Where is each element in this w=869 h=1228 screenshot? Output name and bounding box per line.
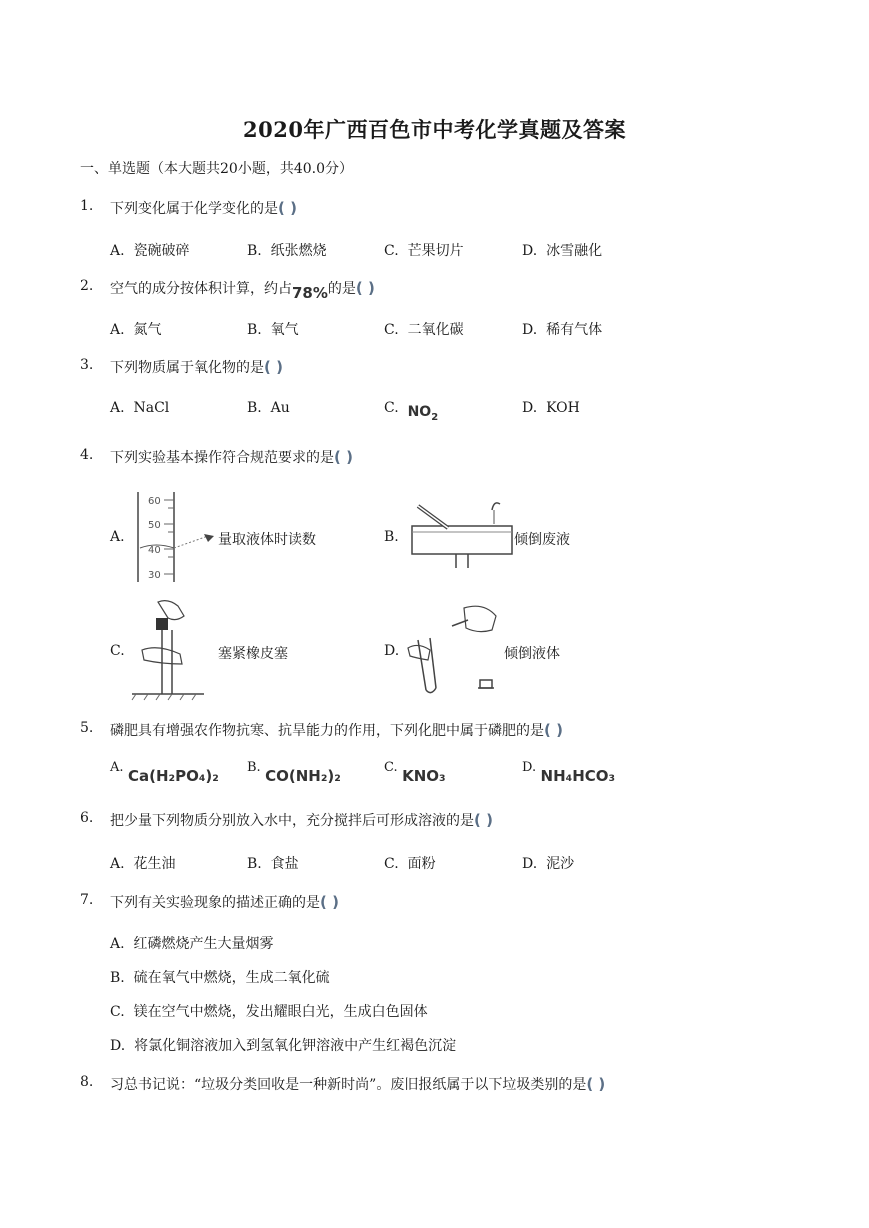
- question-text: 习总书记说：“垃圾分类回收是一种新时尚”。废旧报纸属于以下垃圾类别的是( ): [110, 1075, 606, 1093]
- question-text: 下列物质属于氧化物的是( ): [110, 358, 283, 376]
- option-c[interactable]: C. $NO_2$: [384, 400, 439, 423]
- question-number: 4.: [80, 447, 94, 463]
- question-number: 7.: [80, 892, 94, 908]
- option-d-label[interactable]: D.: [384, 643, 400, 659]
- option-d-text: 倾倒液体: [504, 646, 560, 662]
- scale-50: 50: [148, 520, 161, 531]
- option-a[interactable]: A. 氮气: [110, 322, 162, 338]
- answer-paren: ( ): [278, 199, 297, 217]
- sink-pour-figure: [404, 496, 514, 582]
- question-text: 空气的成分按体积计算，约占78%的是( ): [110, 279, 375, 302]
- question-text: 把少量下列物质分别放入水中，充分搅拌后可形成溶液的是( ): [110, 811, 493, 829]
- question-text: 下列有关实验现象的描述正确的是( ): [110, 893, 339, 911]
- option-a-label[interactable]: A.: [110, 529, 125, 545]
- option-c[interactable]: C. 面粉: [384, 856, 436, 872]
- hand-icon: [158, 601, 184, 620]
- question-text: 下列实验基本操作符合规范要求的是( ): [110, 448, 353, 466]
- option-a[interactable]: A. Ca(H₂PO₄)₂: [110, 760, 219, 785]
- option-b[interactable]: B. 硫在氧气中燃烧，生成二氧化硫: [110, 970, 330, 986]
- option-c[interactable]: C. KNO₃: [384, 760, 446, 785]
- option-c[interactable]: C. 二氧化碳: [384, 322, 464, 338]
- option-b-label[interactable]: B.: [384, 529, 399, 545]
- option-d[interactable]: D. 稀有气体: [522, 322, 603, 338]
- bottle-icon: [464, 606, 496, 631]
- eye-arrow-icon: [204, 534, 214, 542]
- scale-60: 60: [148, 496, 161, 507]
- option-d[interactable]: D. 泥沙: [522, 856, 575, 872]
- option-d[interactable]: D. KOH: [522, 400, 580, 416]
- question-number: 5.: [80, 720, 94, 736]
- section-heading: 一、单选题（本大题共20小题，共40.0分）: [80, 161, 353, 177]
- option-a[interactable]: A. 瓷碗破碎: [110, 243, 190, 259]
- rubber-stopper-figure: [128, 598, 208, 702]
- question-number: 2.: [80, 278, 94, 294]
- question-text: 下列变化属于化学变化的是( ): [110, 199, 297, 217]
- option-d[interactable]: D. 冰雪融化: [522, 243, 603, 259]
- option-b[interactable]: B. CO(NH₂)₂: [247, 760, 341, 785]
- option-b[interactable]: B. 食盐: [247, 856, 299, 872]
- option-a[interactable]: A. 花生油: [110, 856, 176, 872]
- option-d[interactable]: D. 将氯化铜溶液加入到氢氧化钾溶液中产生红褐色沉淀: [110, 1038, 457, 1054]
- question-number: 3.: [80, 357, 94, 373]
- page-title: 2020年广西百色市中考化学真题及答案: [243, 117, 626, 142]
- option-c[interactable]: C. 镁在空气中燃烧，发出耀眼白光，生成白色固体: [110, 1004, 428, 1020]
- option-a-text: 量取液体时读数: [218, 532, 316, 548]
- option-c-label[interactable]: C.: [110, 643, 125, 659]
- option-a[interactable]: A. 红磷燃烧产生大量烟雾: [110, 936, 274, 952]
- percent-value: 78%: [292, 284, 328, 302]
- question-number: 1.: [80, 198, 94, 214]
- option-b[interactable]: B. Au: [247, 400, 290, 416]
- question-number: 6.: [80, 810, 94, 826]
- option-b[interactable]: B. 氧气: [247, 322, 299, 338]
- scale-30: 30: [148, 570, 161, 581]
- option-a[interactable]: A. NaCl: [110, 400, 170, 416]
- option-b[interactable]: B. 纸张燃烧: [247, 243, 327, 259]
- option-c-text: 塞紧橡皮塞: [218, 646, 288, 662]
- option-c[interactable]: C. 芒果切片: [384, 243, 464, 259]
- question-number: 8.: [80, 1074, 94, 1090]
- scale-40: 40: [148, 545, 161, 556]
- option-d[interactable]: D. NH₄HCO₃: [522, 760, 616, 785]
- option-b-text: 倾倒废液: [514, 532, 570, 548]
- faucet-icon: [492, 503, 500, 510]
- pour-liquid-figure: [404, 600, 504, 698]
- question-text: 磷肥具有增强农作物抗寒、抗旱能力的作用，下列化肥中属于磷肥的是( ): [110, 721, 563, 739]
